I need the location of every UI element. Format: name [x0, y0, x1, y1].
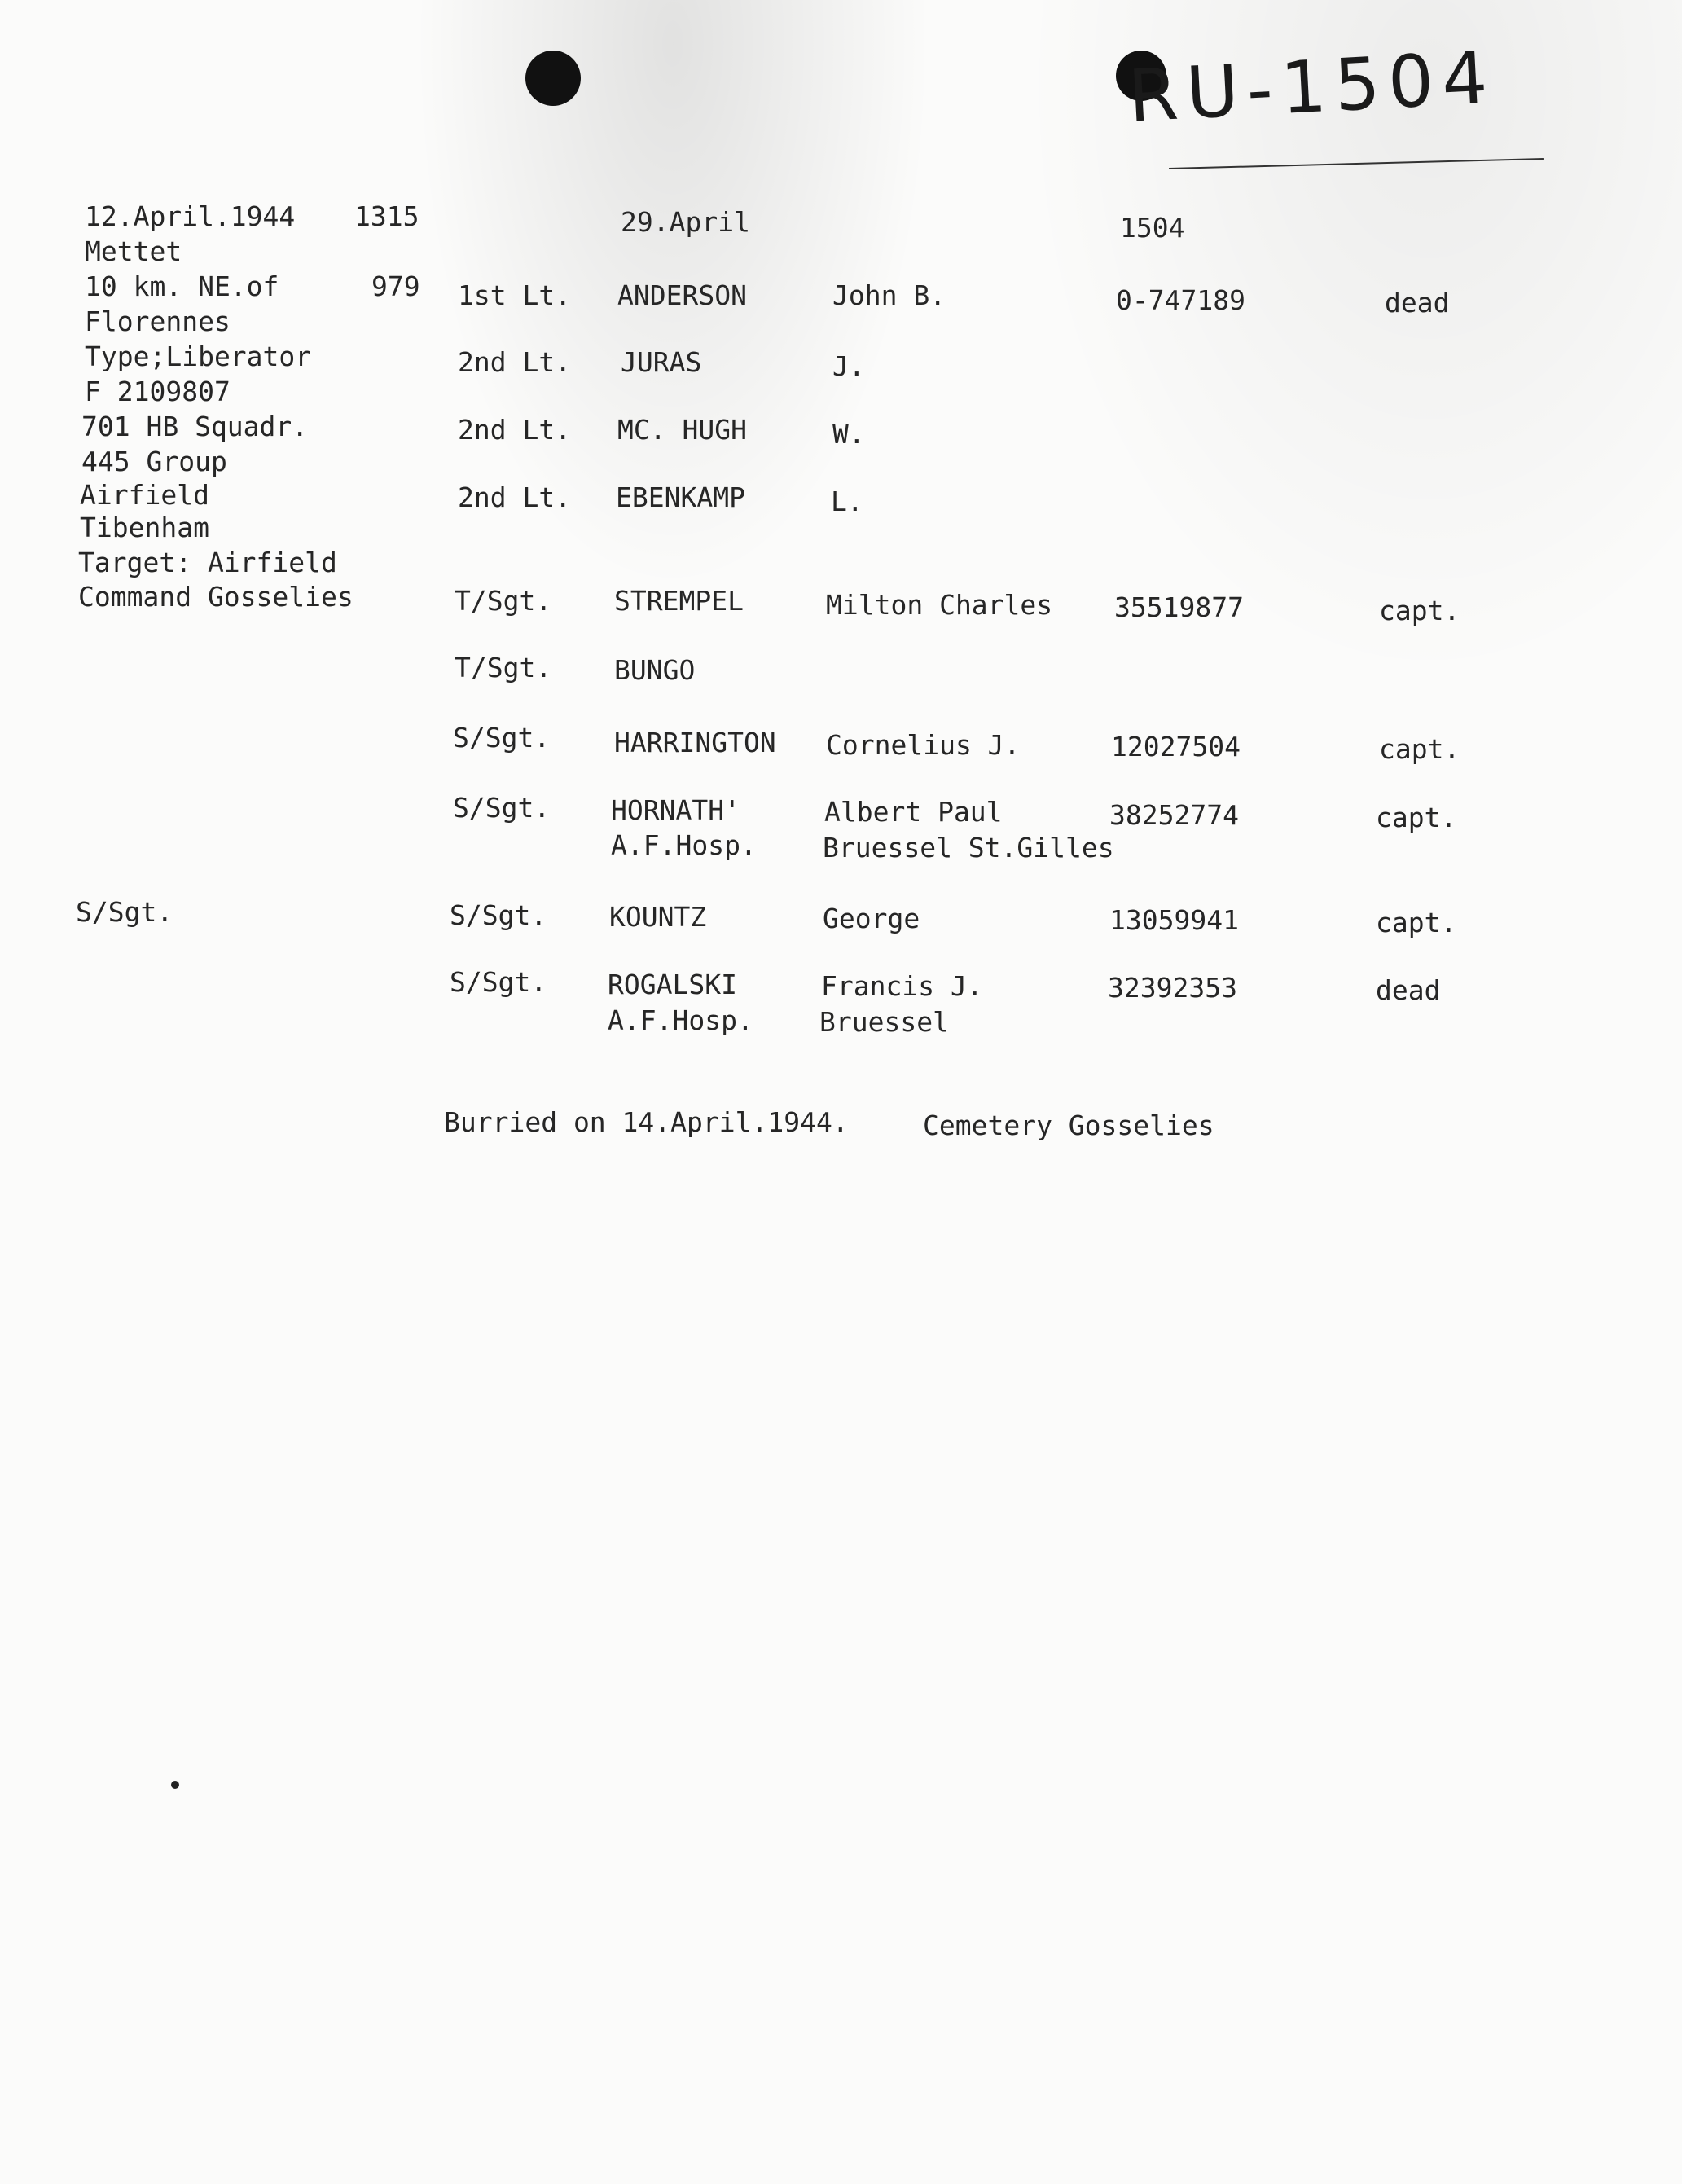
- crew-9-note-left: A.F.Hosp.: [608, 1004, 753, 1036]
- crew-7-given: Albert Paul: [824, 796, 1003, 828]
- crew-6-surname: HARRINGTON: [614, 727, 776, 758]
- crew-5-rank: T/Sgt.: [455, 652, 552, 683]
- burial-date: Burried on 14.April.1944.: [444, 1106, 849, 1138]
- crew-8-surname: KOUNTZ: [609, 901, 707, 933]
- incident-time: 1315: [354, 200, 419, 232]
- crew-7-rank: S/Sgt.: [453, 792, 551, 824]
- crew-5-surname: BUNGO: [614, 654, 696, 686]
- crew-7-note-right: Bruessel St.Gilles: [823, 832, 1114, 863]
- crew-9-given: Francis J.: [821, 970, 983, 1002]
- reference-underline: [1169, 158, 1544, 169]
- crew-0-rank: 1st Lt.: [458, 279, 572, 311]
- crew-6-status: capt.: [1379, 733, 1460, 765]
- airfield-line-1: Airfield: [80, 479, 209, 511]
- crew-9-number: 32392353: [1108, 972, 1237, 1004]
- target-line-1: Target: Airfield: [78, 547, 337, 578]
- crew-7-number: 38252774: [1109, 799, 1239, 831]
- crew-1-given: J.: [832, 350, 865, 382]
- crew-0-given: John B.: [832, 279, 946, 311]
- crew-8-given: George: [823, 903, 920, 934]
- crew-9-rank: S/Sgt.: [450, 966, 547, 998]
- crew-1-rank: 2nd Lt.: [458, 346, 572, 378]
- crew-8-number: 13059941: [1109, 904, 1239, 936]
- punch-hole-left: [525, 51, 581, 106]
- crew-1-surname: JURAS: [621, 346, 702, 378]
- crew-2-given: W.: [832, 418, 865, 450]
- crew-4-rank: T/Sgt.: [455, 585, 552, 617]
- crew-8-rank: S/Sgt.: [450, 899, 547, 931]
- crew-4-given: Milton Charles: [826, 589, 1053, 621]
- report-date: 29.April: [621, 206, 750, 238]
- aircraft-type: Type;Liberator: [85, 341, 312, 372]
- crew-4-surname: STREMPEL: [614, 585, 744, 617]
- aircraft-serial: F 2109807: [85, 376, 231, 407]
- location-line-1: Mettet: [85, 235, 182, 267]
- squadron: 701 HB Squadr.: [81, 411, 309, 442]
- location-line-2: 10 km. NE.of: [85, 270, 279, 302]
- report-number: 1504: [1120, 212, 1185, 244]
- crew-3-rank: 2nd Lt.: [458, 481, 572, 513]
- stray-mark: [171, 1781, 179, 1789]
- incident-code: 979: [371, 270, 420, 302]
- crew-8-status: capt.: [1376, 907, 1457, 938]
- crew-6-given: Cornelius J.: [826, 729, 1021, 761]
- location-line-3: Florennes: [85, 305, 231, 337]
- crew-6-rank: S/Sgt.: [453, 722, 551, 754]
- crew-0-status: dead: [1385, 287, 1450, 319]
- airfield-line-2: Tibenham: [80, 512, 209, 543]
- crew-7-status: capt.: [1376, 802, 1457, 833]
- cemetery: Cemetery Gosselies: [923, 1110, 1214, 1141]
- crew-9-surname: ROGALSKI: [608, 969, 737, 1000]
- crew-2-rank: 2nd Lt.: [458, 414, 572, 446]
- crew-0-surname: ANDERSON: [617, 279, 747, 311]
- crew-8-margin: S/Sgt.: [76, 896, 173, 928]
- crew-4-number: 35519877: [1114, 591, 1244, 623]
- crew-4-status: capt.: [1379, 595, 1460, 626]
- crew-2-surname: MC. HUGH: [617, 414, 747, 446]
- crew-7-note-left: A.F.Hosp.: [611, 829, 757, 861]
- group: 445 Group: [81, 446, 227, 477]
- file-reference: RU-1504: [1126, 35, 1498, 138]
- target-line-2: Command Gosselies: [78, 581, 354, 613]
- crew-0-number: 0-747189: [1116, 284, 1245, 316]
- crew-9-status: dead: [1376, 974, 1441, 1006]
- crew-3-given: L.: [831, 486, 863, 517]
- crew-7-surname: HORNATH': [611, 794, 740, 826]
- incident-date: 12.April.1944: [85, 200, 296, 232]
- crew-9-note-right: Bruessel: [819, 1006, 949, 1038]
- crew-3-surname: EBENKAMP: [616, 481, 745, 513]
- crew-6-number: 12027504: [1111, 731, 1241, 762]
